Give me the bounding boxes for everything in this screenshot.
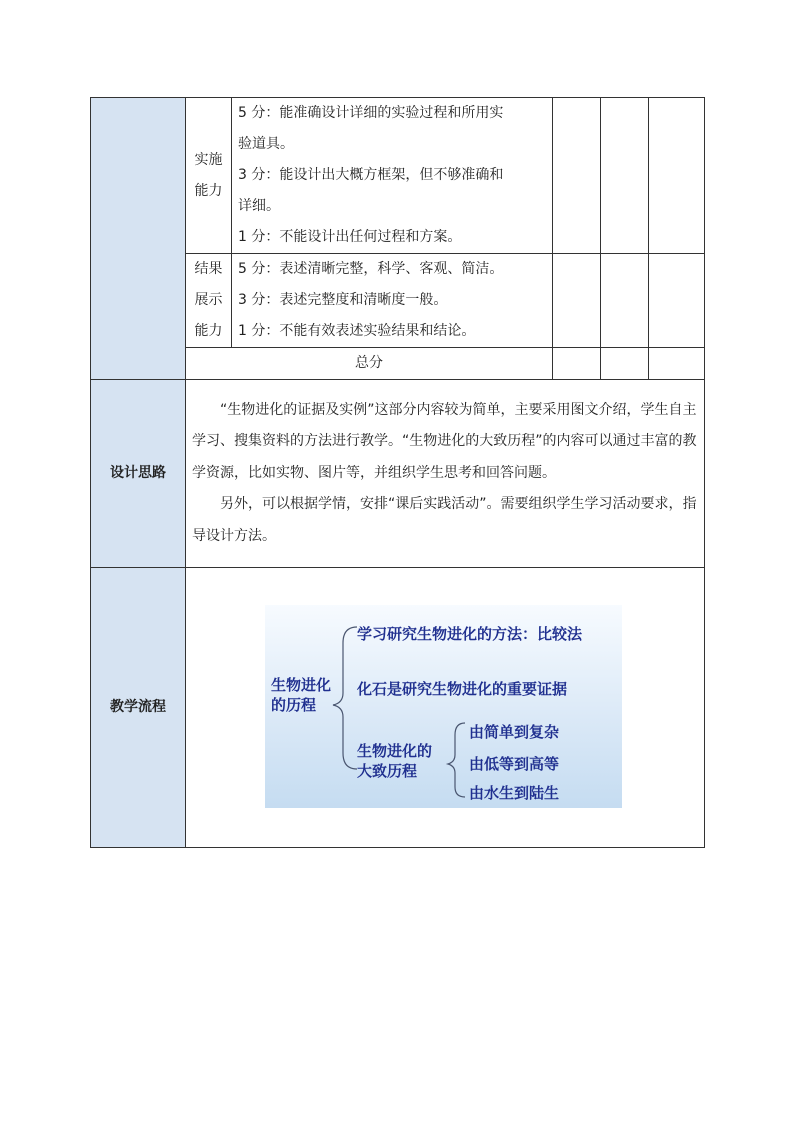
design-label: 设计思路 xyxy=(91,380,186,568)
label-line: 结果 xyxy=(194,261,223,277)
label-line: 实施 xyxy=(194,151,223,168)
small-brace xyxy=(448,723,465,797)
design-content xyxy=(186,380,705,568)
score-cell xyxy=(601,254,649,348)
leaf-low-high: 由低等到高等 xyxy=(469,755,560,773)
section-label-empty xyxy=(91,98,186,380)
branch3-line1: 生物进化的 xyxy=(357,742,433,760)
score-cell xyxy=(601,348,649,380)
label-line: 能力 xyxy=(194,323,223,339)
criterion-text: 5 分：能准确设计详细的实验过程和所用实 xyxy=(238,105,504,121)
criterion-text: 详细。 xyxy=(238,198,280,214)
score-cell xyxy=(553,254,601,348)
branch-method: 学习研究生物进化的方法：比较法 xyxy=(357,625,583,643)
criterion-text: 3 分：表述完整度和清晰度一般。 xyxy=(238,292,448,308)
flow-diagram xyxy=(265,605,622,808)
branch-fossil: 化石是研究生物进化的重要证据 xyxy=(357,680,568,698)
criteria-implementation xyxy=(232,98,553,254)
branch3-line2: 大致历程 xyxy=(357,762,418,780)
score-cell xyxy=(553,348,601,380)
score-cell xyxy=(649,254,705,348)
criterion-text: 1 分：不能有效表述实验结果和结论。 xyxy=(238,323,476,339)
root-line1: 生物进化 xyxy=(271,676,332,694)
design-paragraph: 另外，可以根据学情，安排“课后实践活动”。需要组织学生学习活动要求，指导设计方法。 xyxy=(192,496,697,544)
design-paragraph: “生物进化的证据及实例”这部分内容较为简单，主要采用图文介绍，学生自主学习、搜集资料的方法进行教学。“生物进化的大致历程”的内容可以通过丰富的教学资源，比如实物、图片等，并组织学生思考和回答问题。 xyxy=(192,401,697,481)
score-cell xyxy=(649,98,705,254)
score-cell xyxy=(649,348,705,380)
criterion-text: 5 分：表述清晰完整，科学、客观、简洁。 xyxy=(238,261,504,277)
criterion-label-presentation xyxy=(186,254,232,348)
criterion-text: 验道具。 xyxy=(238,136,294,152)
flow-label: 教学流程 xyxy=(91,568,186,848)
leaf-simple-complex: 由简单到复杂 xyxy=(469,723,560,741)
label-line: 展示 xyxy=(194,292,223,308)
root-line2: 的历程 xyxy=(271,696,317,714)
criteria-presentation xyxy=(232,254,553,348)
label-line: 能力 xyxy=(194,182,223,199)
criterion-label-implementation xyxy=(186,98,232,254)
leaf-water-land: 由水生到陆生 xyxy=(469,784,560,802)
score-cell xyxy=(601,98,649,254)
criterion-text: 1 分：不能设计出任何过程和方案。 xyxy=(238,229,462,245)
score-cell xyxy=(553,98,601,254)
large-brace xyxy=(333,627,357,769)
criterion-text: 3 分：能设计出大概方框架，但不够准确和 xyxy=(238,167,504,183)
total-label: 总分 xyxy=(186,348,553,380)
